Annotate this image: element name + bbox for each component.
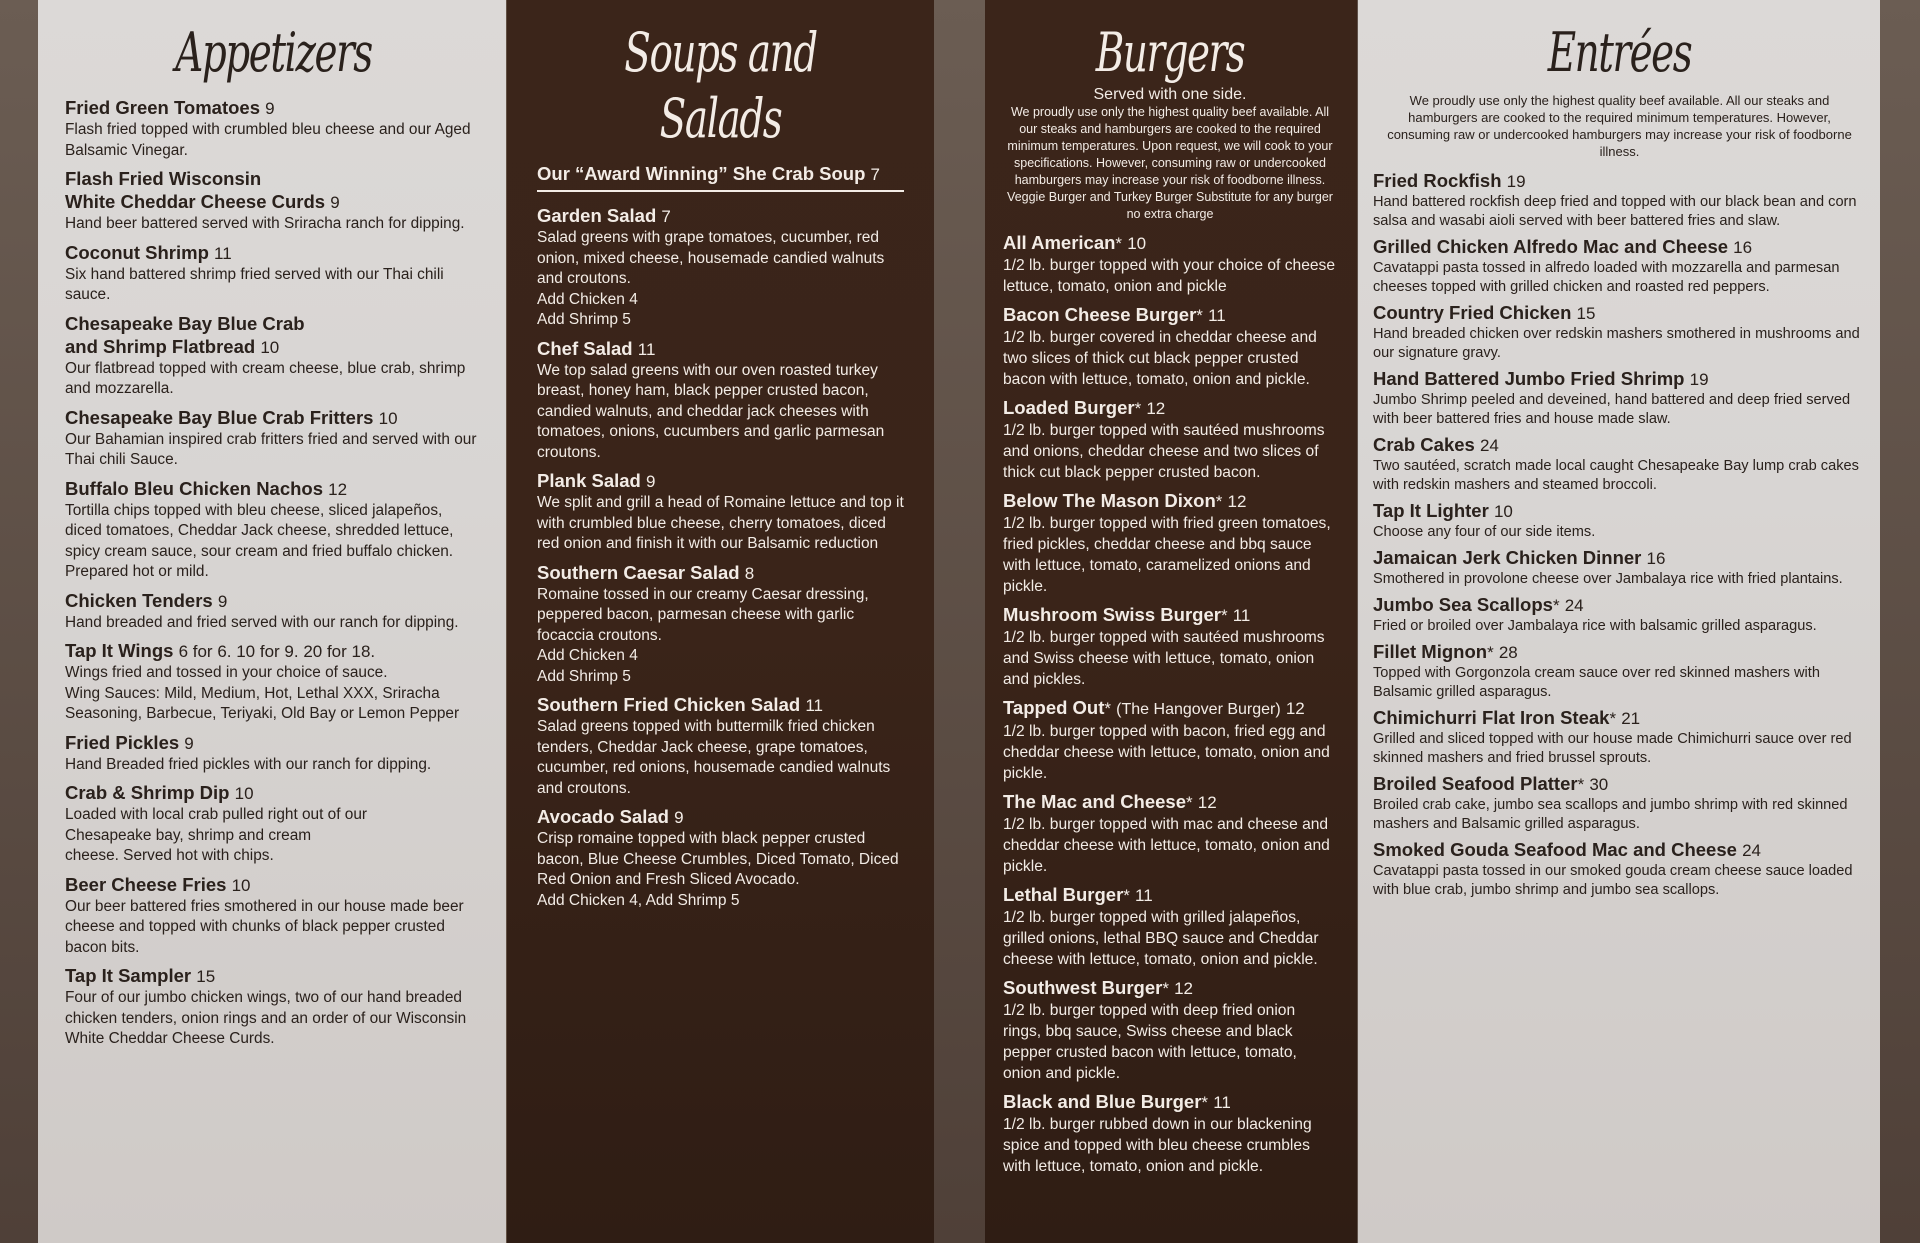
item-name: Mushroom Swiss Burger — [1003, 604, 1221, 625]
menu-item — [1003, 231, 1337, 297]
appetizers-list — [65, 96, 482, 1050]
item-heading — [65, 167, 482, 214]
item-description: Our flatbread topped with cream cheese, blue crab, shrimp and mozzarella. — [65, 359, 466, 397]
item-heading — [65, 639, 482, 663]
item-heading — [537, 693, 904, 717]
item-heading — [537, 337, 904, 361]
item-description: Jumbo Shrimp peeled and deveined, hand battered and deep fried served with beer battered fries and house made slaw. — [1373, 392, 1851, 427]
item-price: 11 — [805, 696, 823, 715]
item-description: Tortilla chips topped with bleu cheese, sliced jalapeños, diced tomatoes, Cheddar Jack cheese, shredded lettuce, spicy cream sauce, sour cream and fried buffalo chicken. Prepared hot or mild. — [65, 501, 454, 580]
item-price: 9 — [184, 733, 194, 753]
item-price: 11 — [1213, 1093, 1231, 1112]
item-name: Fillet Mignon — [1373, 641, 1488, 662]
entrees-list — [1373, 170, 1866, 900]
item-name: Coconut Shrimp — [65, 241, 209, 263]
left-edge-strip — [0, 0, 38, 1243]
menu-item — [65, 477, 482, 583]
item-description: 1/2 lb. burger topped with sautéed mushrooms and Swiss cheese with lettuce, tomato, onion and pickles. — [1003, 629, 1325, 688]
item-price: 28 — [1498, 643, 1518, 662]
item-star: * — [1215, 492, 1223, 511]
item-name: Chicken Tenders — [65, 589, 213, 611]
item-price: 10 — [1127, 234, 1147, 253]
item-description: 1/2 lb. burger topped with grilled jalapeños, grilled onions, lethal BBQ sauce and Cheddar cheese with lettuce, tomato, onion and pickle. — [1003, 909, 1319, 968]
menu-item — [65, 241, 482, 306]
item-price: 12 — [328, 479, 348, 499]
item-price: 12 — [1174, 979, 1194, 998]
item-heading — [537, 805, 904, 829]
item-name: Jumbo Sea Scallops — [1373, 594, 1553, 615]
item-name: The Mac and Cheese — [1003, 791, 1187, 812]
item-name: Southwest Burger — [1003, 977, 1163, 998]
menu-item — [537, 162, 904, 192]
item-star: * — [1552, 596, 1560, 615]
item-description: 1/2 lb. burger topped with fried green tomatoes, fried pickles, cheddar cheese and bbq sauce with lettuce, tomato, caramelized onions and pickle. — [1003, 515, 1331, 595]
menu-item — [1373, 170, 1866, 231]
menu-item — [1003, 976, 1337, 1084]
menu-item — [537, 204, 904, 331]
item-heading — [1003, 303, 1337, 327]
item-heading — [65, 96, 482, 120]
item-price: 10 — [231, 875, 251, 895]
item-heading — [65, 731, 482, 755]
item-price: 7 — [870, 165, 881, 184]
menu-item — [537, 561, 904, 688]
menu-item — [65, 731, 482, 776]
item-description: We top salad greens with our oven roasted turkey breast, honey ham, black pepper crusted bacon, candied walnuts, and cheddar jack cheeses with tomatoes, onions, cucumbers and garlic parmesan croutons. — [537, 361, 885, 461]
item-star: * — [1104, 699, 1112, 718]
item-name: Loaded Burger — [1003, 397, 1135, 418]
menu-item — [1373, 707, 1866, 768]
item-description: Salad greens topped with buttermilk fried chicken tenders, Cheddar Jack cheese, grape tomatoes, cucumber, red onions, housemade candied walnuts and croutons. — [537, 718, 891, 797]
soups-title: Soups and Salads — [624, 21, 817, 150]
menu-item — [537, 337, 904, 464]
menu-item — [537, 693, 904, 799]
item-price: 11 — [1135, 886, 1153, 905]
item-heading — [1373, 773, 1866, 796]
item-heading — [65, 781, 482, 805]
item-price: 19 — [1689, 370, 1709, 389]
item-name: Chesapeake Bay Blue Crab Fritters — [65, 406, 374, 428]
item-heading — [1373, 434, 1866, 457]
item-description: Crisp romaine topped with black pepper crusted bacon, Blue Cheese Crumbles, Diced Tomato, Diced Red Onion and Fresh Sliced Avocado. Add Chicken 4, Add Shrimp 5 — [537, 830, 899, 909]
menu-item — [1003, 696, 1337, 784]
item-price: 12 — [1227, 492, 1247, 511]
menu-item — [1003, 603, 1337, 690]
item-price: 15 — [1576, 304, 1596, 323]
item-heading — [1373, 368, 1866, 391]
item-price: 9 — [646, 472, 656, 491]
entrees-note: We proudly use only the highest quality beef available. All our steaks and hamburgers are cooked to the required minimum temperatures. However, consuming raw or undercooked hamburgers may increase your risk of foodborne illness. — [1387, 93, 1852, 159]
item-description: Hand breaded chicken over redskin mashers smothered in mushrooms and our signature gravy. — [1373, 326, 1860, 361]
item-name: Fried Pickles — [65, 731, 180, 753]
item-price: 10 — [234, 784, 254, 803]
appetizers-panel — [38, 0, 506, 1243]
item-price: 12 — [1197, 793, 1217, 812]
item-description: Broiled crab cake, jumbo sea scallops and jumbo shrimp with red skinned mashers and Balsamic grilled asparagus. — [1373, 797, 1848, 832]
item-heading — [1003, 976, 1337, 1000]
item-name: Smoked Gouda Seafood Mac and Cheese — [1373, 839, 1737, 860]
item-heading — [1003, 231, 1337, 255]
item-description: 1/2 lb. burger topped with mac and cheese and cheddar cheese with lettuce, tomato, onion and pickle. — [1003, 816, 1330, 875]
item-name: All American — [1003, 232, 1116, 253]
menu-item — [65, 781, 482, 867]
item-description: Topped with Gorgonzola cream sauce over red skinned mashers with Balsamic grilled asparagus. — [1373, 665, 1820, 700]
item-description: Four of our jumbo chicken wings, two of our hand breaded chicken tenders, onion rings and an order of our Wisconsin White Cheddar Cheese Curds. — [65, 989, 467, 1047]
item-extra: (The Hangover Burger) — [1116, 701, 1281, 718]
item-name: Avocado Salad — [537, 806, 669, 827]
item-name: Lethal Burger — [1003, 884, 1124, 905]
item-price: 12 — [1285, 699, 1305, 718]
item-price: 11 — [637, 339, 656, 359]
item-heading — [1003, 396, 1337, 420]
menu-item — [1003, 303, 1337, 390]
item-name: Jamaican Jerk Chicken Dinner — [1373, 547, 1642, 568]
menu-item — [65, 312, 482, 400]
item-star: * — [1196, 306, 1203, 325]
item-name: Crab & Shrimp Dip — [65, 782, 230, 803]
item-price: 16 — [1733, 238, 1753, 257]
burgers-title: Burgers — [1095, 21, 1245, 84]
menu-item — [537, 469, 904, 555]
item-price: 9 — [330, 193, 340, 212]
item-heading — [537, 162, 904, 186]
item-price: 24 — [1742, 841, 1761, 860]
item-price: 24 — [1564, 596, 1584, 615]
item-name: Flash Fried Wisconsin White Cheddar Cheese Curds — [65, 168, 326, 212]
menu-item — [65, 873, 482, 959]
item-price: 7 — [661, 207, 671, 226]
item-name: Tap It Lighter — [1373, 500, 1489, 521]
item-price: 9 — [265, 99, 275, 118]
item-price: 30 — [1589, 775, 1609, 794]
item-description: Romaine tossed in our creamy Caesar dressing, peppered bacon, parmesan cheese with garlic focaccia croutons. Add Chicken 4 Add Shrimp 5 — [537, 585, 869, 685]
item-heading — [1003, 489, 1337, 513]
menu-item — [1373, 500, 1866, 542]
item-description: Loaded with local crab pulled right out of our Chesapeake bay, shrimp and cream cheese. Served hot with chips. — [65, 806, 368, 864]
menu-item — [1003, 396, 1337, 483]
item-description: 1/2 lb. burger topped with bacon, fried egg and cheddar cheese with lettuce, tomato, onion and pickle. — [1003, 723, 1330, 782]
item-description: Our beer battered fries smothered in our house made beer cheese and topped with chunks of black pepper crusted bacon bits. — [65, 897, 464, 956]
item-name: Buffalo Bleu Chicken Nachos — [65, 477, 324, 499]
item-heading — [65, 406, 482, 430]
menu-item — [1003, 790, 1337, 877]
item-name: Southern Caesar Salad — [537, 561, 740, 583]
item-price: 11 — [214, 243, 232, 263]
item-name: Broiled Seafood Platter — [1373, 773, 1578, 794]
item-description: Fried or broiled over Jambalaya rice with balsamic grilled asparagus. — [1373, 618, 1817, 634]
item-price: 16 — [1646, 549, 1666, 568]
menu-item — [65, 406, 482, 471]
right-edge-strip — [1880, 0, 1920, 1243]
item-heading — [1373, 547, 1866, 570]
menu-item — [65, 589, 482, 634]
item-heading — [537, 469, 904, 493]
item-star: * — [1162, 979, 1169, 998]
soups-salads-panel — [507, 0, 934, 1243]
item-description: 1/2 lb. burger topped with sautéed mushrooms and onions, cheddar cheese and two slices of thick cut black pepper crusted bacon. — [1003, 422, 1325, 481]
item-name: Tap It Wings — [65, 640, 174, 661]
menu-item — [1373, 236, 1866, 297]
item-star: * — [1123, 886, 1130, 905]
item-description: 1/2 lb. burger topped with your choice of cheese lettuce, tomato, onion and pickle — [1003, 257, 1336, 295]
menu-item — [1373, 641, 1866, 702]
item-star: * — [1220, 606, 1228, 625]
item-heading — [65, 477, 482, 501]
appetizers-title: Appetizers — [175, 21, 372, 84]
menu-item — [1373, 594, 1866, 636]
item-price: 24 — [1479, 436, 1499, 455]
item-name: Chimichurri Flat Iron Steak — [1373, 707, 1610, 728]
item-name: Crab Cakes — [1373, 434, 1475, 455]
item-description: 1/2 lb. burger topped with deep fried onion rings, bbq sauce, Swiss cheese and black pepper crusted bacon with lettuce, tomato, onion and pickle. — [1003, 1002, 1297, 1082]
item-star: * — [1134, 399, 1142, 418]
item-heading — [65, 873, 482, 897]
item-heading — [1373, 170, 1866, 193]
item-description: Salad greens with grape tomatoes, cucumber, red onion, mixed cheese, housemade candied walnuts and croutons. Add Chicken 4 Add Shrimp 5 — [537, 229, 885, 328]
item-name: Grilled Chicken Alfredo Mac and Cheese — [1373, 236, 1729, 257]
item-heading — [537, 204, 904, 228]
menu-item — [1373, 839, 1866, 900]
item-description: Flash fried topped with crumbled bleu cheese and our Aged Balsamic Vinegar. — [65, 121, 471, 159]
item-heading — [1003, 1090, 1337, 1114]
item-heading — [1003, 603, 1337, 627]
item-price: 10 — [1493, 502, 1513, 521]
item-price: 21 — [1621, 709, 1641, 728]
soups-list — [537, 162, 904, 911]
item-heading — [537, 561, 904, 585]
item-name: Country Fried Chicken — [1373, 302, 1572, 323]
item-star: * — [1201, 1093, 1209, 1112]
item-price: 11 — [1208, 306, 1226, 325]
item-name: Tap It Sampler — [65, 965, 192, 986]
item-price: 6 for 6. 10 for 9. 20 for 18. — [178, 642, 376, 661]
item-name: Plank Salad — [537, 470, 641, 491]
burgers-note: We proudly use only the highest quality beef available. All our steaks and hamburgers are cooked to the required minimum temperatures. Upon request, we will cook to your specifications. However, consuming raw or undercooked hamburgers may increase your risk of foodborne illness. Veggie Burger and Turkey Burger Substitute for any burger no extra charge — [1007, 105, 1333, 221]
item-price: 10 — [260, 337, 280, 357]
entrees-title: Entrées — [1547, 21, 1692, 84]
item-name: Fried Rockfish — [1373, 170, 1502, 191]
burgers-panel — [985, 0, 1357, 1243]
item-description: Cavatappi pasta tossed in our smoked gouda cream cheese sauce loaded with blue crab, jumbo shrimp and jumbo sea scallops. — [1373, 863, 1853, 898]
item-name: Fried Green Tomatoes — [65, 97, 260, 118]
menu-item — [1003, 489, 1337, 597]
menu-item — [65, 964, 482, 1050]
item-star: * — [1115, 234, 1123, 253]
item-name: Tapped Out — [1003, 697, 1105, 718]
item-name: Chef Salad — [537, 337, 633, 359]
item-heading — [1373, 500, 1866, 523]
item-name: Below The Mason Dixon — [1003, 490, 1216, 511]
item-star: * — [1186, 793, 1193, 812]
item-description: Hand beer battered served with Sriracha ranch for dipping. — [65, 215, 465, 232]
item-price: 15 — [196, 967, 216, 986]
item-description: 1/2 lb. burger covered in cheddar cheese and two slices of thick cut black pepper crusted bacon with lettuce, tomato, onion and pickle. — [1003, 329, 1317, 388]
item-description: 1/2 lb. burger rubbed down in our blackening spice and topped with bleu cheese crumbles with lettuce, tomato, onion and pickle. — [1003, 1116, 1312, 1175]
item-name: Beer Cheese Fries — [65, 873, 227, 895]
menu-item — [1373, 368, 1866, 429]
item-description: Smothered in provolone cheese over Jambalaya rice with fried plantains. — [1373, 571, 1843, 587]
item-name: Garden Salad — [537, 205, 657, 226]
item-description: Grilled and sliced topped with our house made Chimichurri sauce over red skinned mashers and fried brussel sprouts. — [1373, 731, 1852, 766]
item-price: 8 — [744, 563, 755, 583]
item-price: 19 — [1506, 172, 1526, 191]
item-description: We split and grill a head of Romaine lettuce and top it with crumbled blue cheese, cherry tomatoes, diced red onion and finish it with our Balsamic reduction — [537, 494, 904, 552]
burgers-side-note: Served with one side. — [1093, 86, 1247, 103]
menu-item — [65, 639, 482, 725]
item-heading — [65, 312, 482, 359]
item-heading — [1373, 641, 1866, 664]
item-description: Our Bahamian inspired crab fritters fried and served with our Thai chili Sauce. — [65, 430, 477, 468]
menu-item — [1373, 302, 1866, 363]
item-name: Our “Award Winning” She Crab Soup — [537, 163, 866, 184]
menu-item — [1373, 547, 1866, 589]
item-description: Two sautéed, scratch made local caught Chesapeake Bay lump crab cakes with redskin mashers and steamed broccoli. — [1373, 458, 1859, 493]
item-heading — [1373, 707, 1866, 730]
item-description: Hand battered rockfish deep fried and topped with our black bean and corn salsa and wasabi aioli served with beer battered fries and slaw. — [1373, 194, 1857, 229]
item-description: Six hand battered shrimp fried served with our Thai chili sauce. — [65, 265, 444, 303]
item-name: Southern Fried Chicken Salad — [537, 694, 801, 715]
item-description: Cavatappi pasta tossed in alfredo loaded with mozzarella and parmesan cheeses topped with grilled chicken and roasted red peppers. — [1373, 260, 1840, 295]
burgers-list — [1003, 231, 1337, 1177]
menu-item — [537, 805, 904, 911]
item-heading — [1373, 302, 1866, 325]
item-star: * — [1487, 643, 1494, 662]
menu-item — [65, 96, 482, 161]
item-price: 10 — [378, 408, 398, 428]
item-star: * — [1577, 775, 1585, 794]
item-price: 12 — [1146, 399, 1166, 418]
item-name: Black and Blue Burger — [1003, 1091, 1202, 1112]
menu-item — [1373, 773, 1866, 834]
menu-item — [1373, 434, 1866, 495]
item-star: * — [1609, 709, 1617, 728]
item-name: Chesapeake Bay Blue Crab and Shrimp Flatbread — [65, 312, 305, 357]
item-heading — [1003, 696, 1337, 721]
item-heading — [65, 241, 482, 265]
item-description: Choose any four of our side items. — [1373, 524, 1596, 540]
menu-item — [1003, 1090, 1337, 1177]
item-price: 9 — [674, 808, 684, 827]
item-heading — [1373, 839, 1866, 862]
entrees-panel — [1358, 0, 1880, 1243]
item-name: Hand Battered Jumbo Fried Shrimp — [1373, 368, 1685, 389]
item-heading — [1003, 790, 1337, 814]
item-heading — [1373, 594, 1866, 617]
item-heading — [1373, 236, 1866, 259]
menu-item — [65, 167, 482, 235]
menu-item — [1003, 883, 1337, 970]
item-description: Wings fried and tossed in your choice of sauce. Wing Sauces: Mild, Medium, Hot, Lethal XXX, Sriracha Seasoning, Barbecue, Teriyaki, Old Bay or Lemon Pepper — [65, 664, 460, 722]
item-price: 9 — [217, 591, 228, 611]
item-heading — [1003, 883, 1337, 907]
item-name: Bacon Cheese Burger — [1003, 304, 1197, 325]
item-heading — [65, 589, 482, 613]
middle-gap-strip — [934, 0, 985, 1243]
item-description: Hand breaded and fried served with our ranch for dipping. — [65, 613, 459, 631]
item-price: 11 — [1232, 606, 1251, 625]
item-description: Hand Breaded fried pickles with our ranch for dipping. — [65, 755, 432, 773]
item-heading — [65, 964, 482, 988]
